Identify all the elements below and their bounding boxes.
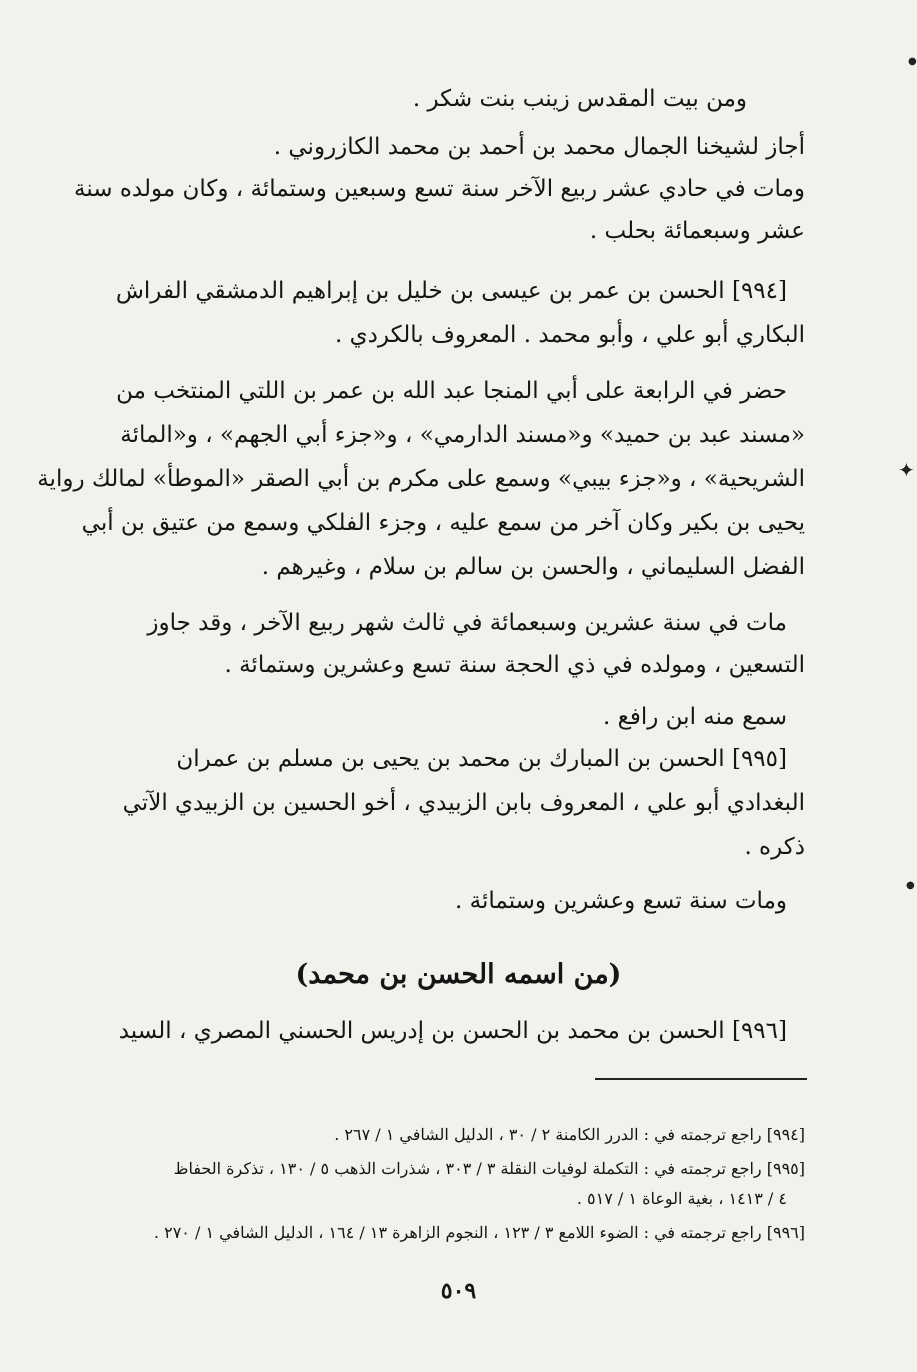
footnote-divider xyxy=(595,1078,807,1080)
footnote-line: [٩٩٥] راجع ترجمته في : التكملة لوفيات النقلة ٣ / ٣٠٣ ، شذرات الذهب ٥ / ١٣٠ ، تذكرة الحفاظ xyxy=(173,1159,805,1178)
section-heading: (من اسمه الحسن بن محمد) xyxy=(295,959,622,990)
footnote-line: [٩٩٦] راجع ترجمته في : الضوء اللامع ٣ / ١٢٣ ، النجوم الزاهرة ١٣ / ١٦٤ ، الدليل الشافي ١ / ٢٧٠ . xyxy=(153,1223,805,1242)
star-mark-icon: ✦ xyxy=(898,458,915,482)
entry-995-line: البغدادي أبو علي ، المعروف بابن الزبيدي ، أخو الحسين بن الزبيدي الآتي xyxy=(122,790,805,816)
body-line: حضر في الرابعة على أبي المنجا عبد الله بن عمر بن اللتي المنتخب من xyxy=(116,378,787,404)
footnote-line: [٩٩٤] راجع ترجمته في : الدرر الكامنة ٢ / ٣٠ ، الدليل الشافي ١ / ٢٦٧ . xyxy=(334,1125,805,1144)
entry-996-line: [٩٩٦] الحسن بن محمد بن الحسن بن إدريس الحسني المصري ، السيد xyxy=(118,1018,787,1044)
body-line: يحيى بن بكير وكان آخر من سمع عليه ، وجزء الفلكي وسمع من عتيق بن أبي xyxy=(81,510,805,536)
body-line: التسعين ، ومولده في ذي الحجة سنة تسع وعشرين وستمائة . xyxy=(224,652,805,678)
body-line: مات في سنة عشرين وسبعمائة في ثالث شهر ربيع الآخر ، وقد جاوز xyxy=(147,610,787,636)
entry-995-line: [٩٩٥] الحسن بن المبارك بن محمد بن يحيى بن مسلم بن عمران xyxy=(176,746,787,772)
body-line: ومن بيت المقدس زينب بنت شكر . xyxy=(412,86,747,112)
body-line: أجاز لشيخنا الجمال محمد بن أحمد بن محمد الكازروني . xyxy=(273,134,805,160)
body-line: ومات سنة تسع وعشرين وستمائة . xyxy=(455,888,787,914)
entry-994-line: [٩٩٤] الحسن بن عمر بن عيسى بن خليل بن إبراهيم الدمشقي الفراش xyxy=(115,278,787,304)
entry-994-line: البكاري أبو علي ، وأبو محمد . المعروف بالكردي . xyxy=(335,322,805,348)
body-line: ومات في حادي عشر ربيع الآخر سنة تسع وسبعين وستمائة ، وكان مولده سنة xyxy=(74,176,805,202)
page-number: ٥٠٩ xyxy=(440,1278,477,1304)
body-line: عشر وسبعمائة بحلب . xyxy=(589,218,805,244)
entry-995-line: ذكره . xyxy=(744,834,805,860)
dot-mark-icon: ● xyxy=(908,56,917,67)
body-line: الشريحية» ، و«جزء بيبي» وسمع على مكرم بن أبي الصقر «الموطأ» لمالك رواية xyxy=(37,466,805,492)
body-line: الفضل السليماني ، والحسن بن سالم بن سلام ، وغيرهم . xyxy=(261,554,805,580)
body-line: سمع منه ابن رافع . xyxy=(603,704,787,730)
footnote-line: ٤ / ١٤١٣ ، بغية الوعاة ١ / ٥١٧ . xyxy=(576,1189,787,1208)
body-line: «مسند عبد بن حميد» و«مسند الدارمي» ، و«جزء أبي الجهم» ، و«المائة xyxy=(120,422,805,448)
dot-mark-icon: ● xyxy=(906,880,915,891)
